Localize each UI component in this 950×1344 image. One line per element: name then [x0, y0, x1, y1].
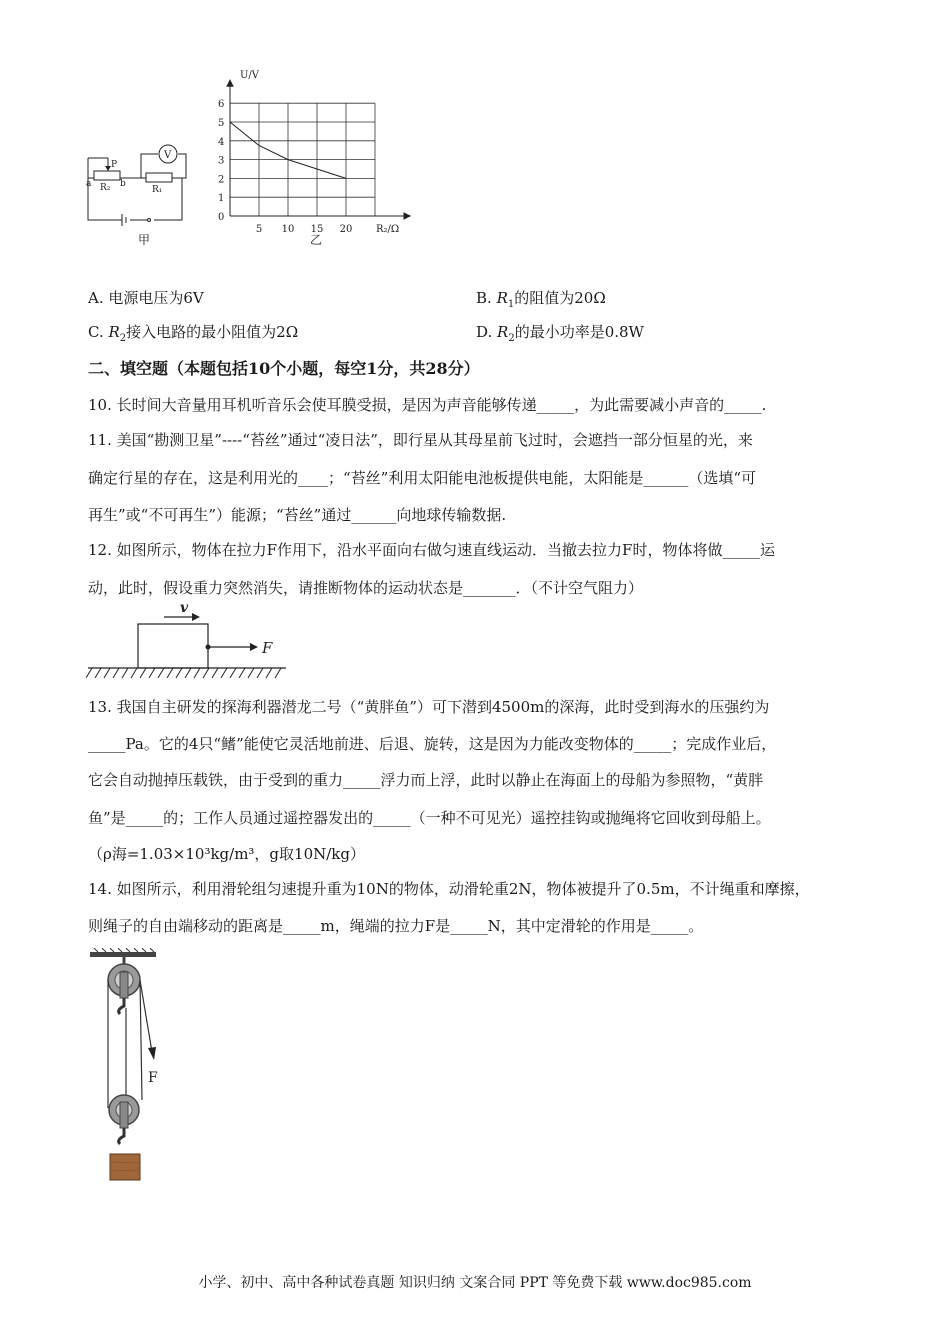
option-c: [88, 321, 298, 344]
option-a: A. 电源电压为6V: [88, 289, 204, 307]
ground-hatch: [149, 668, 155, 678]
question-13-line-2: _____Pa。它的4只“鳍”能使它灵活地前进、后退、旋转，这是因为力能改变物体的_____；完成作业后，: [88, 735, 777, 753]
option-b-text: 的阻值为20Ω: [514, 289, 606, 307]
question-14-line-2: 则绳子的自由端移动的距离是_____m，绳端的拉力F是_____N，其中定滑轮的作用是_____。: [88, 917, 704, 935]
option-b: [476, 287, 606, 310]
label-a: a: [86, 179, 92, 189]
page-footer: 小学、初中、高中各种试卷真题 知识归纳 文案合同 PPT 等免费下载 www.doc985.com: [198, 1275, 752, 1291]
ground-hatch: [266, 668, 272, 678]
y-tick-label: 6: [218, 99, 225, 111]
ground-hatch: [203, 668, 209, 678]
ground-hatch: [194, 668, 200, 678]
ground-hatch: [239, 668, 245, 678]
figure-caption-jia: 甲: [137, 233, 151, 247]
y-axis-label: U/V: [240, 70, 260, 81]
velocity-label: v: [180, 600, 189, 616]
u-r2-chart: [200, 66, 420, 250]
option-b-var: R: [496, 289, 508, 307]
question-14-line-1: 14. 如图所示，利用滑轮组匀速提升重为10N的物体，动滑轮重2N，物体被提升了0.5m，不计绳重和摩擦，: [88, 880, 810, 898]
option-b-prefix: B.: [476, 289, 497, 307]
question-13-line-4: 鱼”是_____的；工作人员通过遥控器发出的_____（一种不可见光）遥控挂钩或抛绳将它回收到母船上。: [88, 809, 771, 827]
option-d: [476, 321, 644, 344]
question-12-line-2: 动，此时，假设重力突然消失，请推断物体的运动状态是_______．（不计空气阻力）: [88, 579, 644, 597]
block-force-diagram: [86, 598, 291, 680]
ground-hatch: [140, 668, 146, 678]
label-R1: R₁: [152, 185, 163, 195]
question-11-line-1: 11. 美国“勘测卫星”----“苔丝”通过“凌日法”，即行星从其母星前飞过时，会遮挡一部分恒星的光，来: [88, 431, 753, 449]
ground-hatch: [257, 668, 263, 678]
y-tick-label: 5: [218, 118, 225, 129]
y-tick-label: 1: [218, 193, 225, 205]
option-c-var: R: [108, 323, 120, 341]
option-d-sub: 2: [508, 333, 515, 344]
option-b-sub: 1: [507, 299, 515, 310]
ground-hatch: [113, 668, 119, 678]
x-tick-label: 15: [310, 224, 324, 235]
ground-hatch: [221, 668, 227, 678]
ground-hatch: [158, 668, 164, 678]
ground-hatch: [95, 668, 101, 678]
label-P: P: [111, 160, 118, 170]
ground-hatch: [122, 668, 128, 678]
option-d-text: 的最小功率是0.8W: [514, 323, 644, 341]
label-b: b: [120, 179, 126, 189]
pulley-force-label: F: [148, 1070, 158, 1086]
question-13-line-5: （ρ海=1.03×10³kg/m³，g取10N/kg）: [88, 845, 365, 863]
option-d-prefix: D.: [476, 323, 498, 341]
option-c-prefix: C.: [88, 323, 109, 341]
y-tick-label: 2: [218, 174, 225, 186]
question-11-line-3: 再生”或“不可再生”）能源；“苔丝”通过______向地球传输数据.: [88, 506, 507, 524]
ground-hatch: [212, 668, 218, 678]
x-tick-label: 20: [339, 224, 353, 235]
x-axis-label: R₂/Ω: [376, 224, 400, 235]
ground-hatch: [230, 668, 236, 678]
y-axis-arrow: [227, 80, 233, 86]
circuit-diagram-jia: [86, 140, 196, 250]
x-tick-label: 10: [281, 224, 295, 235]
ground-hatch: [86, 668, 92, 678]
y-tick-label: 0: [218, 212, 225, 223]
ground-hatch: [185, 668, 191, 678]
question-10: 10. 长时间大音量用耳机听音乐会使耳膜受损，是因为声音能够传递_____，为此需要减小声音的_____.: [88, 396, 767, 414]
option-c-sub: 2: [119, 333, 127, 344]
ground-hatch: [167, 668, 173, 678]
ground-hatch: [176, 668, 182, 678]
force-label: F: [262, 639, 273, 657]
option-d-var: R: [497, 323, 509, 341]
label-R2: R₂: [100, 183, 111, 193]
option-c-text: 接入电路的最小阻值为2Ω: [126, 323, 299, 341]
section-title: 二、填空题（本题包括10个小题，每空1分，共28分）: [88, 359, 480, 378]
ground-hatch: [248, 668, 254, 678]
x-axis-arrow: [404, 213, 410, 219]
question-13-line-1: 13. 我国自主研发的探海利器潜龙二号（“黄胖鱼”）可下潜到4500m的深海，此时受到海水的压强约为: [88, 698, 770, 716]
ground-hatch: [104, 668, 110, 678]
pulley-diagram: [86, 948, 176, 1184]
question-11-line-2: 确定行星的存在，这是利用光的____；“苔丝”利用太阳能电池板提供电能，太阳能是______（选填“可: [88, 469, 757, 487]
figure-caption-yi: 乙: [309, 233, 323, 247]
ground-hatch: [131, 668, 137, 678]
label-V: V: [164, 150, 172, 161]
question-12-line-1: 12. 如图所示，物体在拉力F作用下，沿水平面向右做匀速直线运动．当撤去拉力F时，物体将做_____运: [88, 541, 775, 559]
ground-hatch: [275, 668, 281, 678]
x-tick-label: 5: [255, 224, 263, 235]
y-tick-label: 3: [218, 155, 225, 167]
question-13-line-3: 它会自动抛掉压载铁，由于受到的重力_____浮力而上浮，此时以静止在海面上的母船为参照物，“黄胖: [88, 771, 764, 789]
y-tick-label: 4: [218, 136, 225, 148]
